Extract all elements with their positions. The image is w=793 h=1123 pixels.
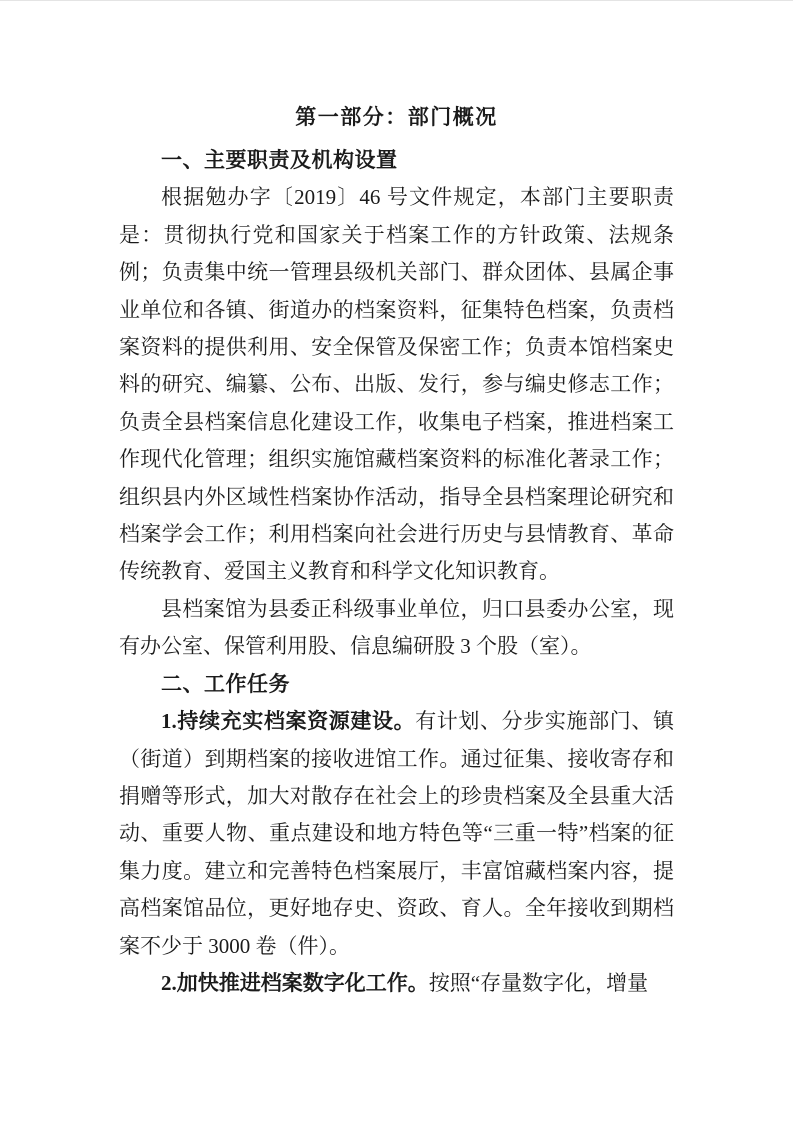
paragraph-task-2-lead: 2.加快推进档案数字化工作。 [161,970,429,995]
paragraph-duties [119,179,674,590]
paragraph-task-2 [119,965,674,1002]
page-title [119,99,674,136]
page-title-text: 第一部分：部门概况 [295,106,498,129]
paragraph-duties-text: 根据勉办字〔2019〕46 号文件规定，本部门主要职责是：贯彻执行党和国家关于档案工作的方针政策、法规条例；负责集中统一管理县级机关部门、群众团体、县属企事业单位和各镇、街道办的档案资料，征集特色档案，负责档案资料的提供利用、安全保管及保密工作；负责本馆档案史料的研究、编纂、公布、出版、发行，参与编史修志工作；负责全县档案信息化建设工作，收集电子档案，推进档案工作现代化管理；组织实施馆藏档案资料的标准化著录工作；组织县内外区域性档案协作活动，指导全县档案理论研究和档案学会工作；利用档案向社会进行历史与县情教育、革命传统教育、爱国主义教育和科学文化知识教育。 [119,185,674,584]
section-heading-tasks: 二、工作任务 [161,672,290,696]
document-page [0,1,793,1123]
paragraph-task-2-text: 按照“存量数字化，增量 [428,970,649,995]
paragraph-organization-text: 县档案馆为县委正科级事业单位，归口县委办公室，现有办公室、保管利用股、信息编研股 3 个股（室）。 [119,596,674,659]
paragraph-organization [119,591,674,666]
section-heading-duties: 一、主要职责及机构设置 [161,149,398,172]
paragraph-task-1-text: 有计划、分步实施部门、镇（街道）到期档案的接收进馆工作。通过征集、接收寄存和捐赠等形式，加大对散存在社会上的珍贵档案及全县重大活动、重要人物、重点建设和地方特色等“三重一特”档案的征集力度。建立和完善特色档案展厅，丰富馆藏档案内容，提高档案馆品位，更好地存史、资政、育人。全年接收到期档案不少于 3000 卷（件）。 [119,709,675,958]
paragraph-task-1 [119,703,674,965]
paragraph-task-1-lead: 1.持续充实档案资源建设。 [161,709,416,734]
